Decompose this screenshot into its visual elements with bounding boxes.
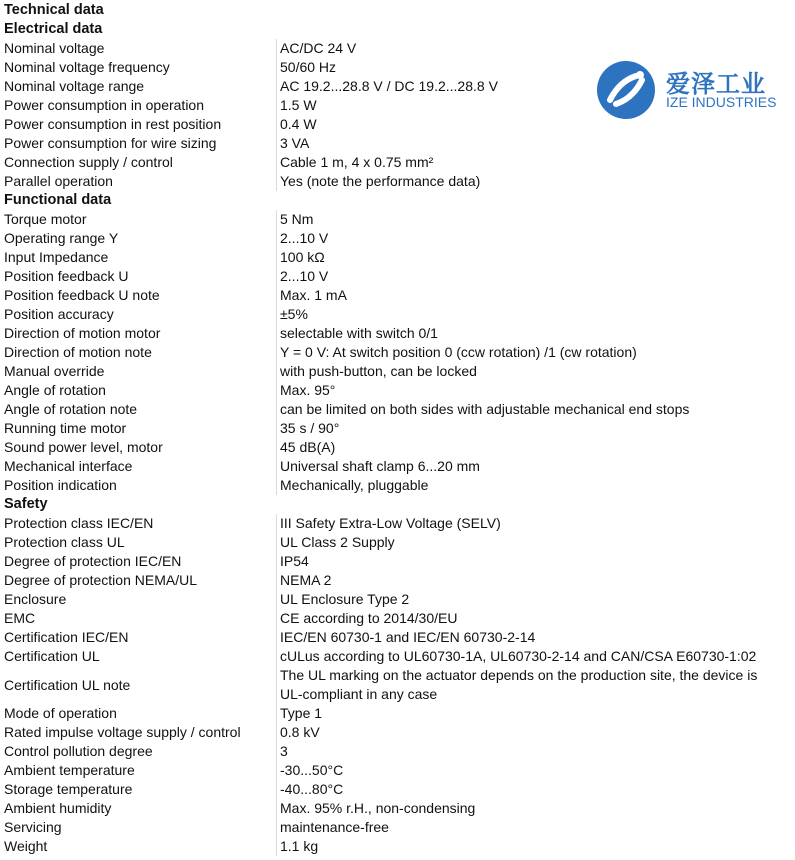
spec-row bbox=[0, 419, 795, 438]
spec-row bbox=[0, 666, 795, 704]
spec-row bbox=[0, 305, 795, 324]
spec-row bbox=[0, 248, 795, 267]
spec-value: 2...10 V bbox=[276, 267, 795, 286]
spec-value: UL Class 2 Supply bbox=[276, 533, 795, 552]
spec-label: Degree of protection NEMA/UL bbox=[4, 572, 197, 588]
spec-value: -30...50°C bbox=[276, 761, 795, 780]
spec-row bbox=[0, 647, 795, 666]
spec-row bbox=[0, 704, 795, 723]
spec-value: AC/DC 24 V bbox=[276, 39, 795, 58]
spec-value: 1.1 kg bbox=[276, 837, 795, 856]
spec-label: Certification UL bbox=[4, 648, 100, 664]
spec-value: with push-button, can be locked bbox=[276, 362, 795, 381]
spec-value: Yes (note the performance data) bbox=[276, 172, 795, 191]
spec-value: 5 Nm bbox=[276, 210, 795, 229]
spec-label: Position indication bbox=[4, 477, 117, 493]
spec-value: The UL marking on the actuator depends on the production site, the device is UL-compliant in any case bbox=[276, 666, 795, 704]
spec-row bbox=[0, 438, 795, 457]
spec-row bbox=[0, 210, 795, 229]
spec-row bbox=[0, 134, 795, 153]
spec-value: UL Enclosure Type 2 bbox=[276, 590, 795, 609]
document-title: Technical data bbox=[4, 2, 104, 18]
spec-label: Protection class IEC/EN bbox=[4, 515, 154, 531]
spec-row bbox=[0, 818, 795, 837]
spec-row bbox=[0, 837, 795, 856]
company-logo bbox=[596, 60, 786, 122]
spec-value: -40...80°C bbox=[276, 780, 795, 799]
spec-value: 100 kΩ bbox=[276, 248, 795, 267]
spec-label: Input Impedance bbox=[4, 249, 109, 265]
spec-row bbox=[0, 609, 795, 628]
spec-label: Ambient temperature bbox=[4, 762, 135, 778]
spec-value: 3 bbox=[276, 742, 795, 761]
spec-row bbox=[0, 533, 795, 552]
spec-value: maintenance-free bbox=[276, 818, 795, 837]
spec-row bbox=[0, 286, 795, 305]
spec-value: Max. 95° bbox=[276, 381, 795, 400]
spec-label: Nominal voltage bbox=[4, 40, 105, 56]
spec-label: Connection supply / control bbox=[4, 154, 173, 170]
spec-value: 35 s / 90° bbox=[276, 419, 795, 438]
spec-value: Max. 95% r.H., non-condensing bbox=[276, 799, 795, 818]
spec-label: Parallel operation bbox=[4, 173, 113, 189]
spec-row bbox=[0, 153, 795, 172]
spec-value: IP54 bbox=[276, 552, 795, 571]
spec-row bbox=[0, 799, 795, 818]
spec-value: AC 19.2...28.8 V / DC 19.2...28.8 V bbox=[276, 77, 795, 96]
spec-label: Mode of operation bbox=[4, 705, 117, 721]
spec-value: can be limited on both sides with adjustable mechanical end stops bbox=[276, 400, 795, 419]
spec-label: Angle of rotation bbox=[4, 382, 106, 398]
spec-label: Weight bbox=[4, 838, 48, 854]
spec-value: 50/60 Hz bbox=[276, 58, 795, 77]
spec-row bbox=[0, 476, 795, 495]
spec-label: Certification UL note bbox=[4, 676, 131, 693]
spec-row bbox=[0, 514, 795, 533]
spec-label: Mechanical interface bbox=[4, 458, 133, 474]
spec-label: Nominal voltage range bbox=[4, 78, 145, 94]
spec-row bbox=[0, 362, 795, 381]
section-heading: Safety bbox=[4, 496, 48, 512]
spec-row bbox=[0, 628, 795, 647]
spec-value: 3 VA bbox=[276, 134, 795, 153]
spec-label: Direction of motion note bbox=[4, 344, 152, 360]
spec-row bbox=[0, 742, 795, 761]
spec-row bbox=[0, 552, 795, 571]
spec-value: 0.4 W bbox=[276, 115, 795, 134]
spec-label: Enclosure bbox=[4, 591, 67, 607]
spec-label: Storage temperature bbox=[4, 781, 133, 797]
spec-label: Running time motor bbox=[4, 420, 127, 436]
spec-value: ±5% bbox=[276, 305, 795, 324]
spec-value: Cable 1 m, 4 x 0.75 mm² bbox=[276, 153, 795, 172]
section-heading: Functional data bbox=[4, 192, 112, 208]
spec-row bbox=[0, 343, 795, 362]
spec-value: NEMA 2 bbox=[276, 571, 795, 590]
spec-label: Power consumption in operation bbox=[4, 97, 205, 113]
spec-value: Mechanically, pluggable bbox=[276, 476, 795, 495]
spec-label: Nominal voltage frequency bbox=[4, 59, 170, 75]
spec-row bbox=[0, 780, 795, 799]
spec-row bbox=[0, 229, 795, 248]
spec-label: Rated impulse voltage supply / control bbox=[4, 724, 241, 740]
spec-row bbox=[0, 590, 795, 609]
spec-label: Position feedback U bbox=[4, 268, 129, 284]
spec-row bbox=[0, 723, 795, 742]
spec-value: CE according to 2014/30/EU bbox=[276, 609, 795, 628]
spec-label: Servicing bbox=[4, 819, 62, 835]
spec-label: Power consumption in rest position bbox=[4, 116, 222, 132]
logo-text-cn: 爱泽工业 bbox=[666, 71, 766, 98]
spec-value: III Safety Extra-Low Voltage (SELV) bbox=[276, 514, 795, 533]
spec-label: Position accuracy bbox=[4, 306, 114, 322]
spec-value: 1.5 W bbox=[276, 96, 795, 115]
spec-value: cULus according to UL60730-1A, UL60730-2-14 and CAN/CSA E60730-1:02 bbox=[276, 647, 795, 666]
spec-value: Universal shaft clamp 6...20 mm bbox=[276, 457, 795, 476]
ize-logo-icon bbox=[596, 60, 656, 120]
spec-row bbox=[0, 267, 795, 286]
spec-label: Manual override bbox=[4, 363, 105, 379]
spec-label: Power consumption for wire sizing bbox=[4, 135, 217, 151]
spec-label: Direction of motion motor bbox=[4, 325, 161, 341]
spec-label: EMC bbox=[4, 610, 36, 626]
spec-row bbox=[0, 761, 795, 780]
logo-text-en: IZE INDUSTRIES bbox=[666, 94, 777, 110]
spec-label: Degree of protection IEC/EN bbox=[4, 553, 182, 569]
spec-value: Type 1 bbox=[276, 704, 795, 723]
sections-container bbox=[0, 20, 795, 856]
spec-label: Angle of rotation note bbox=[4, 401, 138, 417]
spec-value: 2...10 V bbox=[276, 229, 795, 248]
section-heading: Electrical data bbox=[4, 21, 103, 37]
spec-row bbox=[0, 571, 795, 590]
spec-value: Y = 0 V: At switch position 0 (ccw rotation) /1 (cw rotation) bbox=[276, 343, 795, 362]
spec-value: 45 dB(A) bbox=[276, 438, 795, 457]
spec-row bbox=[0, 39, 795, 58]
spec-value: Max. 1 mA bbox=[276, 286, 795, 305]
spec-label: Control pollution degree bbox=[4, 743, 153, 759]
spec-row bbox=[0, 324, 795, 343]
spec-value: IEC/EN 60730-1 and IEC/EN 60730-2-14 bbox=[276, 628, 795, 647]
spec-label: Operating range Y bbox=[4, 230, 119, 246]
spec-value: selectable with switch 0/1 bbox=[276, 324, 795, 343]
spec-row bbox=[0, 400, 795, 419]
spec-row bbox=[0, 172, 795, 191]
spec-label: Certification IEC/EN bbox=[4, 629, 129, 645]
spec-label: Position feedback U note bbox=[4, 287, 160, 303]
spec-row bbox=[0, 457, 795, 476]
spec-label: Ambient humidity bbox=[4, 800, 112, 816]
spec-label: Torque motor bbox=[4, 211, 87, 227]
spec-label: Sound power level, motor bbox=[4, 439, 163, 455]
spec-row bbox=[0, 381, 795, 400]
spec-label: Protection class UL bbox=[4, 534, 125, 550]
spec-value: 0.8 kV bbox=[276, 723, 795, 742]
